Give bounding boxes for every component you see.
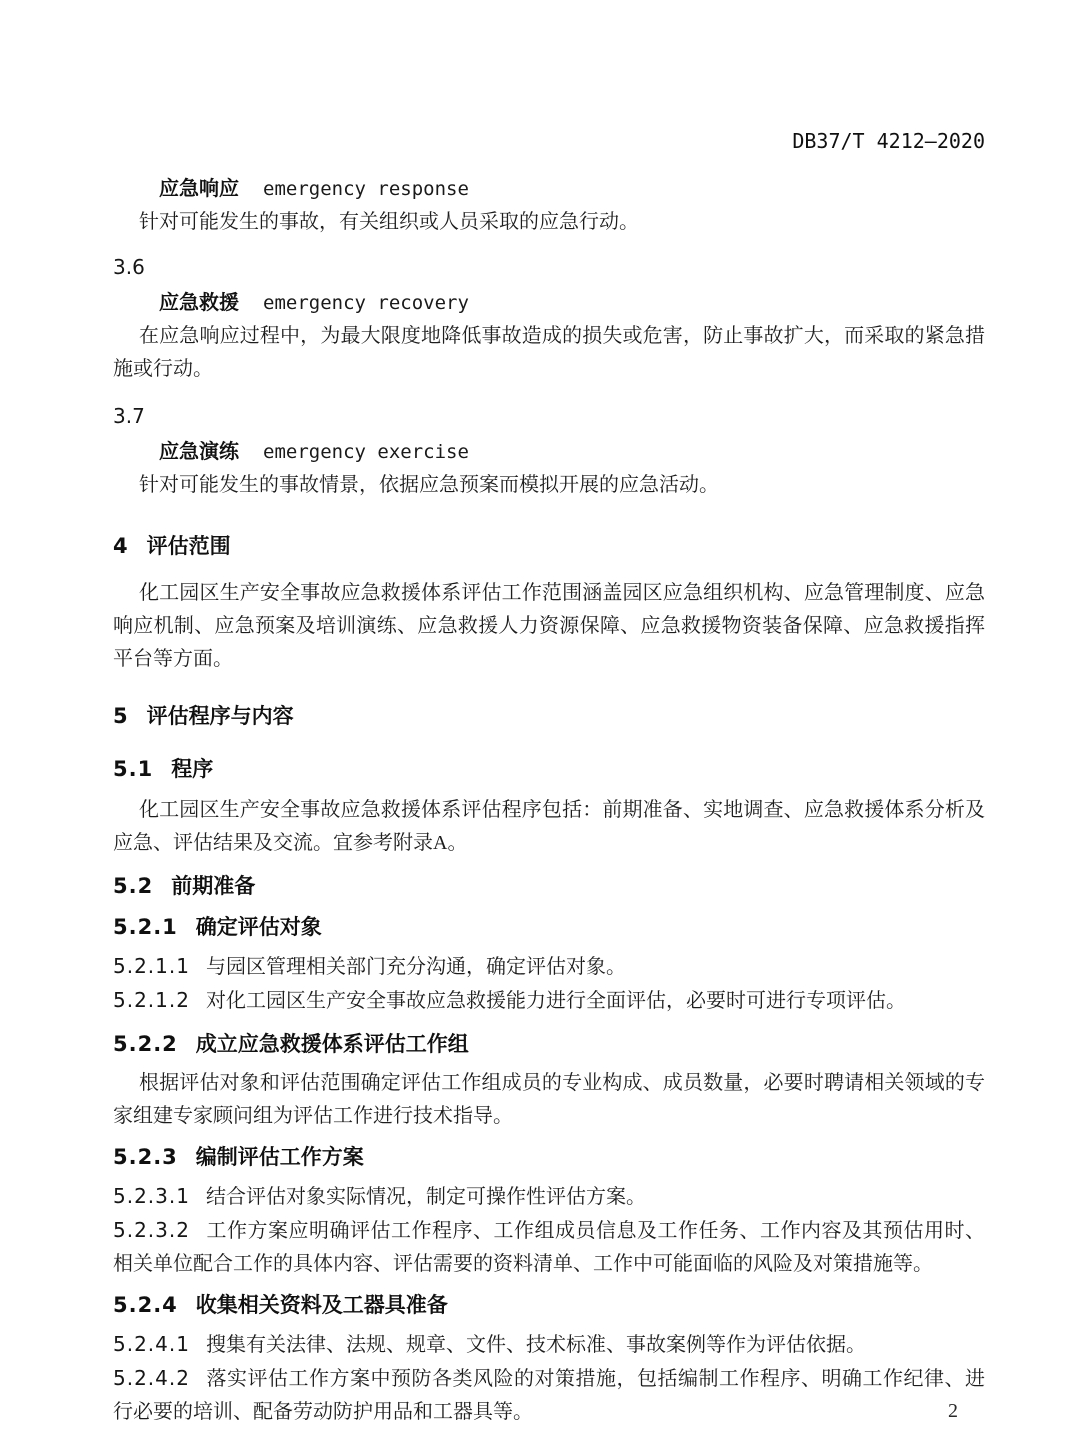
section-5-2-2-heading [113, 1028, 985, 1061]
term-entry [113, 400, 985, 502]
section-5-2-3-title: 编制评估工作方案 [195, 1145, 364, 1169]
term-definition: 在应急响应过程中，为最大限度地降低事故造成的损失或危害，防止事故扩大，而采取的紧急措施或行动。 [113, 325, 985, 380]
section-5-2-3-heading [113, 1141, 985, 1174]
clause-text: 对化工园区生产安全事故应急救援能力进行全面评估，必要时可进行专项评估。 [205, 990, 906, 1012]
term-entry [113, 172, 985, 239]
clause-5-2-1-2 [113, 984, 985, 1018]
clause-text: 结合评估对象实际情况，制定可操作性评估方案。 [205, 1186, 646, 1208]
chapter-5-heading [113, 700, 985, 733]
term-title [113, 172, 985, 206]
term-definition: 针对可能发生的事故，有关组织或人员采取的应急行动。 [139, 211, 639, 233]
section-5-2-2-title: 成立应急救援体系评估工作组 [195, 1032, 469, 1056]
section-5-2-1-number: 5.2.1 [113, 915, 178, 939]
clause-text: 落实评估工作方案中预防各类风险的对策措施，包括编制工作程序、明确工作纪律、进行必要的培训、配备劳动防护用品和工器具等。 [113, 1368, 985, 1423]
section-5-2-3-number: 5.2.3 [113, 1145, 178, 1169]
section-5-1-title: 程序 [171, 757, 214, 781]
term-definition: 针对可能发生的事故情景，依据应急预案而模拟开展的应急活动。 [139, 474, 719, 496]
term-title-en: emergency recovery [263, 292, 469, 314]
clause-number: 5.2.1.1 [113, 954, 190, 978]
clause-5-2-3-2 [113, 1214, 985, 1281]
section-5-1-number: 5.1 [113, 757, 154, 781]
section-5-2-1-title: 确定评估对象 [195, 915, 322, 939]
section-5-2-4-heading [113, 1289, 985, 1322]
clause-text: 工作方案应明确评估工作程序、工作组成员信息及工作任务、工作内容及其预估用时、相关单位配合工作的具体内容、评估需要的资料清单、工作中可能面临的风险及对策措施等。 [113, 1220, 985, 1275]
term-title-zh: 应急救援 [159, 290, 239, 314]
term-entry [113, 251, 985, 386]
term-number: 3.7 [113, 404, 145, 428]
page-number: 2 [948, 1400, 958, 1422]
term-title-en: emergency response [263, 178, 469, 200]
clause-5-2-1-1 [113, 950, 985, 984]
section-5-2-number: 5.2 [113, 874, 154, 898]
section-5-1-heading [113, 753, 985, 786]
term-title-zh: 应急演练 [159, 439, 239, 463]
chapter-4-heading [113, 530, 985, 563]
clause-5-2-4-1 [113, 1328, 985, 1362]
term-title-zh: 应急响应 [159, 176, 239, 200]
clause-number: 5.2.3.1 [113, 1184, 190, 1208]
clause-number: 5.2.4.1 [113, 1332, 190, 1356]
clause-text: 搜集有关法律、法规、规章、文件、技术标准、事故案例等作为评估依据。 [205, 1334, 866, 1356]
clause-text: 与园区管理相关部门充分沟通，确定评估对象。 [205, 956, 626, 978]
term-title [113, 286, 985, 320]
clause-number: 5.2.3.2 [113, 1218, 190, 1242]
clause-5-2-3-1 [113, 1180, 985, 1214]
chapter-4-number: 4 [113, 534, 129, 558]
chapter-4-paragraph: 化工园区生产安全事故应急救援体系评估工作范围涵盖园区应急组织机构、应急管理制度、应急响应机制、应急预案及培训演练、应急救援人力资源保障、应急救援物资装备保障、应急救援指挥平台等方面。 [113, 582, 985, 670]
clause-number: 5.2.4.2 [113, 1366, 190, 1390]
clause-number: 5.2.1.2 [113, 988, 190, 1012]
section-5-2-4-title: 收集相关资料及工器具准备 [195, 1293, 448, 1317]
term-title-en: emergency exercise [263, 441, 469, 463]
term-title [113, 435, 985, 469]
section-5-2-1-heading [113, 911, 985, 944]
section-5-2-title: 前期准备 [171, 874, 256, 898]
section-5-1-paragraph: 化工园区生产安全事故应急救援体系评估程序包括：前期准备、实地调查、应急救援体系分析及应急、评估结果及交流。宜参考附录A。 [113, 799, 985, 854]
chapter-5-number: 5 [113, 704, 129, 728]
section-5-2-4-number: 5.2.4 [113, 1293, 178, 1317]
section-5-2-2-number: 5.2.2 [113, 1032, 178, 1056]
section-5-2-2-paragraph: 根据评估对象和评估范围确定评估工作组成员的专业构成、成员数量，必要时聘请相关领域的专家组建专家顾问组为评估工作进行技术指导。 [113, 1072, 985, 1127]
clause-5-2-4-2 [113, 1362, 985, 1429]
document-code-header: DB37/T 4212—2020 [792, 129, 985, 153]
chapter-4-title: 评估范围 [146, 534, 231, 558]
term-number: 3.6 [113, 255, 145, 279]
chapter-5-title: 评估程序与内容 [146, 704, 294, 728]
section-5-2-heading [113, 870, 985, 903]
